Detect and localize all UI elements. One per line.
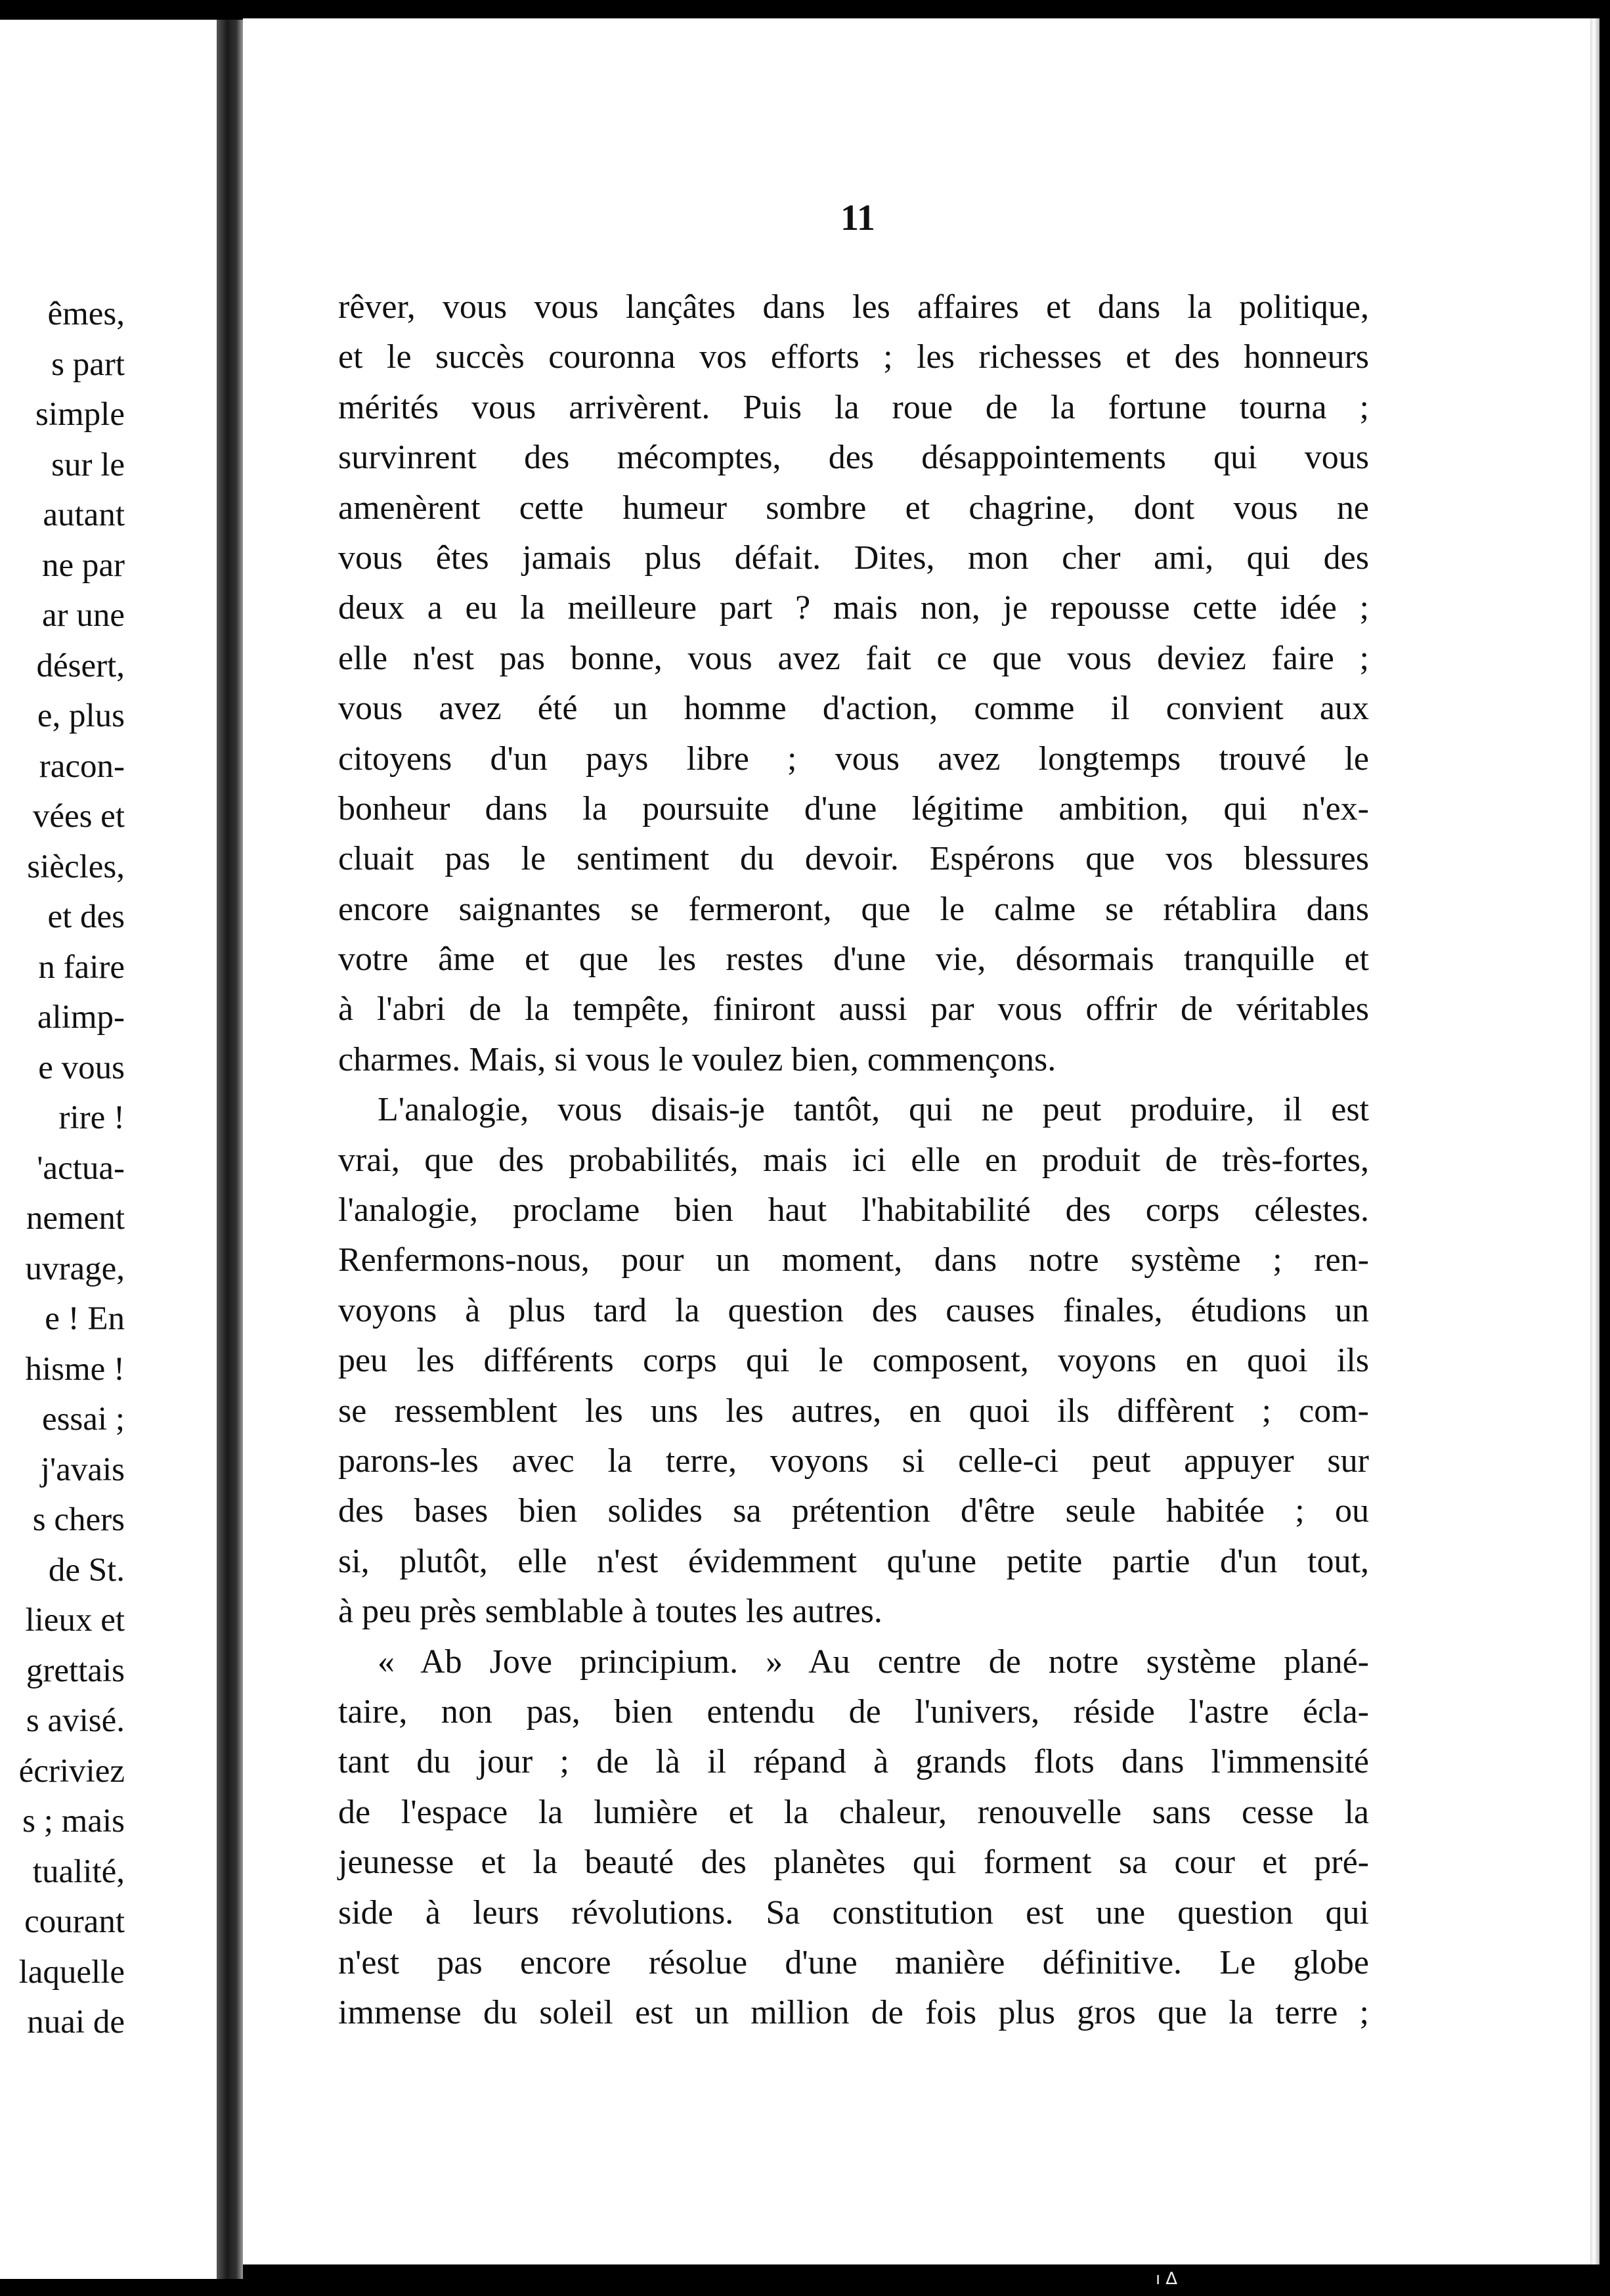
text-line: vous avez été un homme d'action, comme il convient aux xyxy=(338,690,1369,728)
text-line: désert, xyxy=(36,647,125,684)
main-page-text xyxy=(338,282,1369,2039)
text-line: s avisé. xyxy=(26,1702,125,1739)
text-line: ar une xyxy=(41,597,125,634)
text-line: rêver, vous vous lançâtes dans les affaires et dans la politique, xyxy=(338,288,1369,326)
text-line: Renfermons-nous, pour un moment, dans notre système ; ren- xyxy=(338,1241,1369,1279)
text-line: tant du jour ; de là il répand à grands flots dans l'immensité xyxy=(338,1743,1369,1781)
text-line: s chers xyxy=(32,1501,125,1538)
text-line: charmes. Mais, si vous le voulez bien, commençons. xyxy=(338,1040,1056,1078)
text-line: bonheur dans la poursuite d'une légitime ambition, qui n'ex- xyxy=(338,789,1369,828)
text-line: se ressemblent les uns les autres, en quoi ils diffèrent ; com- xyxy=(338,1392,1369,1430)
text-line: deux a eu la meilleure part ? mais non, je repousse cette idée ; xyxy=(338,589,1369,627)
text-line: amenèrent cette humeur sombre et chagrine, dont vous ne xyxy=(338,489,1369,527)
text-line: courant xyxy=(24,1903,125,1940)
facing-page-left xyxy=(0,20,217,2279)
text-line: 'actua- xyxy=(37,1149,125,1187)
page-number: 11 xyxy=(840,198,875,238)
text-line: à l'abri de la tempête, finiront aussi par vous offrir de véritables xyxy=(338,990,1369,1028)
page-edge xyxy=(1590,18,1599,2264)
text-line: si, plutôt, elle n'est évidemment qu'une petite partie d'un tout, xyxy=(338,1542,1369,1580)
text-line: siècles, xyxy=(27,848,125,885)
text-line: nuai de xyxy=(27,2004,125,2041)
text-line: nement xyxy=(26,1200,125,1237)
text-line: L'analogie, vous disais-je tantôt, qui ne peut produire, il est xyxy=(378,1091,1369,1129)
text-line: et le succès couronna vos efforts ; les richesses et des honneurs xyxy=(338,338,1369,376)
book-gutter xyxy=(217,20,243,2279)
text-line: jeunesse et la beauté des planètes qui forment sa cour et pré- xyxy=(338,1843,1369,1882)
scan-mark: ı ∆ xyxy=(1156,2269,1177,2289)
text-line: sur le xyxy=(51,446,125,483)
text-line: parons-les avec la terre, voyons si celle-ci peut appuyer sur xyxy=(338,1442,1369,1480)
text-line: votre âme et que les restes d'une vie, désormais tranquille et xyxy=(338,940,1369,979)
text-line: vous êtes jamais plus défait. Dites, mon cher ami, qui des xyxy=(338,539,1369,577)
text-line: des bases bien solides sa prétention d'être seule habitée ; ou xyxy=(338,1492,1369,1530)
text-line: vrai, que des probabilités, mais ici elle en produit de très-fortes, xyxy=(338,1141,1369,1179)
text-line: rire ! xyxy=(58,1099,125,1136)
text-line: immense du soleil est un million de fois plus gros que la terre ; xyxy=(338,1994,1369,2032)
text-line: citoyens d'un pays libre ; vous avez longtemps trouvé le xyxy=(338,740,1369,778)
text-line: s ; mais xyxy=(22,1803,125,1840)
text-line: tualité, xyxy=(32,1853,125,1890)
text-line: voyons à plus tard la question des causes finales, étudions un xyxy=(338,1291,1369,1329)
text-line: mérités vous arrivèrent. Puis la roue de la fortune tourna ; xyxy=(338,388,1369,426)
text-line: j'avais xyxy=(40,1451,125,1488)
text-line: cluait pas le sentiment du devoir. Espérons que vos blessures xyxy=(338,840,1369,878)
text-line: hisme ! xyxy=(25,1350,125,1388)
text-line: e, plus xyxy=(37,697,125,734)
text-line: lieux et xyxy=(25,1602,125,1639)
text-line: s part xyxy=(51,345,125,383)
text-line: encore saignantes se fermeront, que le calme se rétablira dans xyxy=(338,890,1369,928)
text-line: n faire xyxy=(38,948,125,986)
text-line: vées et xyxy=(32,798,125,835)
text-line: laquelle xyxy=(18,1953,125,1991)
text-line: et des xyxy=(47,898,125,935)
text-line: n'est pas encore résolue d'une manière définitive. Le globe xyxy=(338,1943,1369,1981)
text-line: peu les différents corps qui le composent, voyons en quoi ils xyxy=(338,1342,1369,1380)
text-line: autant xyxy=(43,497,125,533)
text-line: simple xyxy=(35,396,125,433)
text-line: uvrage, xyxy=(25,1250,125,1287)
text-line: survinrent des mécomptes, des désappointements qui vous xyxy=(338,439,1369,477)
text-line: alimp- xyxy=(37,999,125,1036)
text-line: side à leurs révolutions. Sa constitution est une question qui xyxy=(338,1893,1369,1932)
facing-page-text xyxy=(19,289,125,2048)
text-line: racon- xyxy=(39,747,125,785)
text-line: elle n'est pas bonne, vous avez fait ce que vous deviez faire ; xyxy=(338,639,1369,677)
text-line: écriviez xyxy=(18,1752,125,1790)
text-line: à peu près semblable à toutes les autres. xyxy=(338,1593,882,1631)
text-line: e ! En xyxy=(45,1300,125,1337)
text-line: grettais xyxy=(26,1652,125,1689)
text-line: taire, non pas, bien entendu de l'univers, réside l'astre écla- xyxy=(338,1692,1369,1731)
text-line: e vous xyxy=(38,1049,125,1086)
text-line: êmes, xyxy=(47,296,125,332)
text-line: ne par xyxy=(41,546,125,584)
text-line: essai ; xyxy=(41,1401,125,1438)
text-line: de l'espace la lumière et la chaleur, renouvelle sans cesse la xyxy=(338,1793,1369,1831)
text-line: « Ab Jove principium. » Au centre de notre système plané- xyxy=(378,1643,1369,1681)
text-line: l'analogie, proclame bien haut l'habitabilité des corps célestes. xyxy=(338,1191,1369,1229)
text-line: de St. xyxy=(48,1551,125,1589)
